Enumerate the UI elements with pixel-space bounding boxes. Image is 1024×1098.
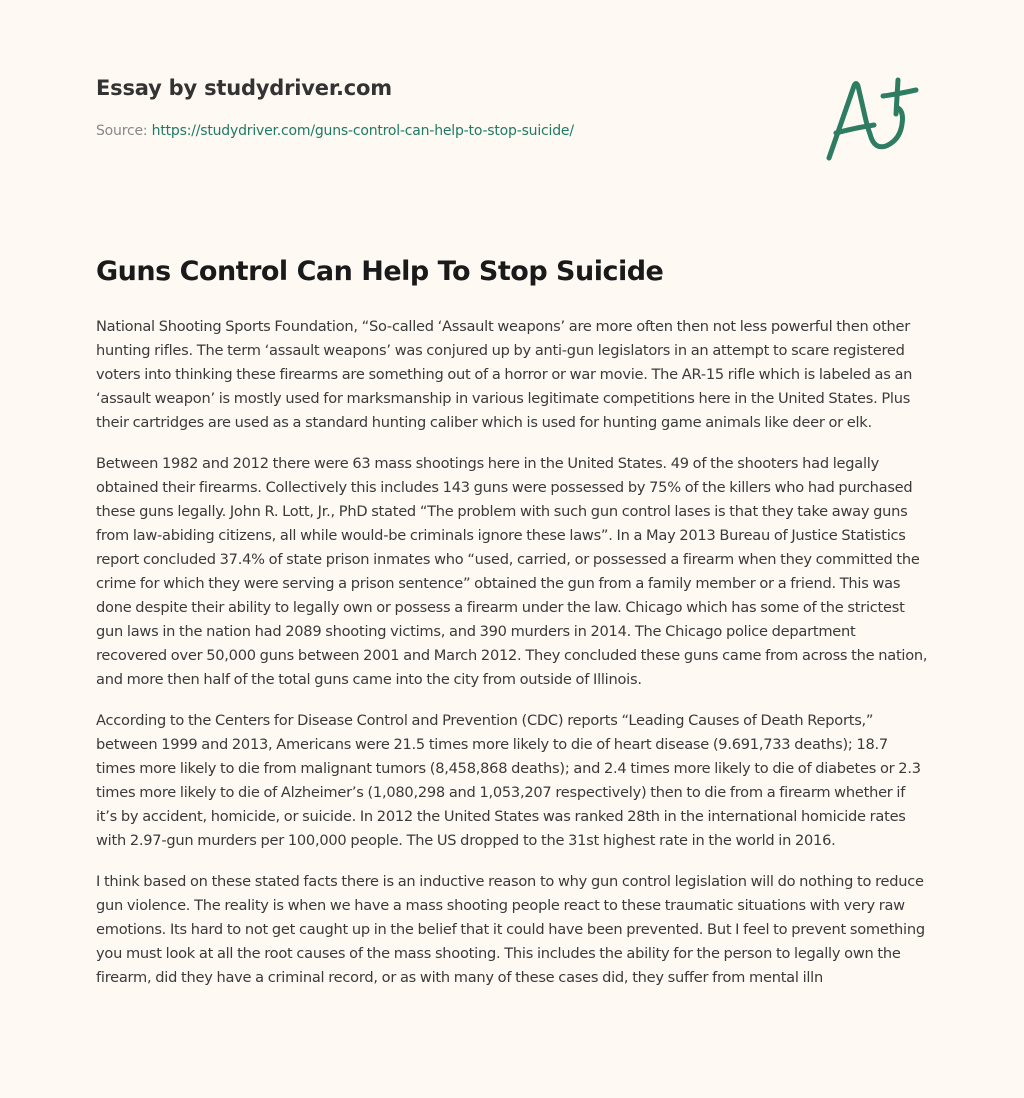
essay-paragraph: Between 1982 and 2012 there were 63 mass shootings here in the United States. 49 of the shooters had legally obtained their firearms. Collectively this includes 143 guns were possessed by 75% of the killers who had purchased these guns legally. John R. Lott, Jr., PhD stated “The problem with such gun control lases is that they take away guns from law-abiding citizens, all while would-be criminals ignore these laws”. In a May 2013 Bureau of Justice Statistics report concluded 37.4% of state prison inmates who “used, carried, or possessed a firearm when they committed the crime for which they were serving a prison sentence” obtained the gun from a family member or a friend. This was done despite their ability to legally own or possess a firearm under the law. Chicago which has some of the strictest gun laws in the nation had 2089 shooting victims, and 390 murders in 2014. The Chicago police department recovered over 50,000 guns between 2001 and March 2012. They concluded these guns came from across the nation, and more then half of the total guns came into the city from outside of Illinois.: [96, 455, 928, 688]
site-title: Essay by studydriver.com: [96, 76, 392, 100]
essay-title: Guns Control Can Help To Stop Suicide: [96, 256, 664, 287]
source-line: [96, 123, 574, 139]
essay-body: [96, 315, 928, 1007]
essay-paragraph: I think based on these stated facts there is an inductive reason to why gun control legislation will do nothing to reduce gun violence. The reality is when we have a mass shooting people react to these traumatic situations with very raw emotions. Its hard to not get caught up in the belief that it could have been prevented. But I feel to prevent something you must look at all the root causes of the mass shooting. This includes the ability for the person to legally own the firearm, did they have a criminal record, or as with many of these cases did, they suffer from mental illn: [96, 873, 925, 986]
essay-paragraph: National Shooting Sports Foundation, “So-called ‘Assault weapons’ are more often then not less powerful then other hunting rifles. The term ‘assault weapons’ was conjured up by anti-gun legislators in an attempt to scare registered voters into thinking these firearms are something out of a horror or war movie. The AR-15 rifle which is labeled as an ‘assault weapon’ is mostly used for marksmanship in various legitimate competitions here in the United States. Plus their cartridges are used as a standard hunting caliber which is used for hunting game animals like deer or elk.: [96, 318, 913, 431]
a-plus-grade-icon: [820, 64, 932, 168]
source-link[interactable]: https://studydriver.com/guns-control-can-help-to-stop-suicide/: [151, 123, 574, 139]
source-label: Source:: [96, 123, 148, 139]
essay-paragraph: According to the Centers for Disease Control and Prevention (CDC) reports “Leading Causes of Death Reports,” between 1999 and 2013, Americans were 21.5 times more likely to die of heart disease (9.691,733 deaths); 18.7 times more likely to die from malignant tumors (8,458,868 deaths); and 2.4 times more likely to die of diabetes or 2.3 times more likely to die of Alzheimer’s (1,080,298 and 1,053,207 respectively) then to die from a firearm whether if it’s by accident, homicide, or suicide. In 2012 the United States was ranked 28th in the international homicide rates with 2.97-gun murders per 100,000 people. The US dropped to the 31st highest rate in the world in 2016.: [96, 712, 921, 849]
